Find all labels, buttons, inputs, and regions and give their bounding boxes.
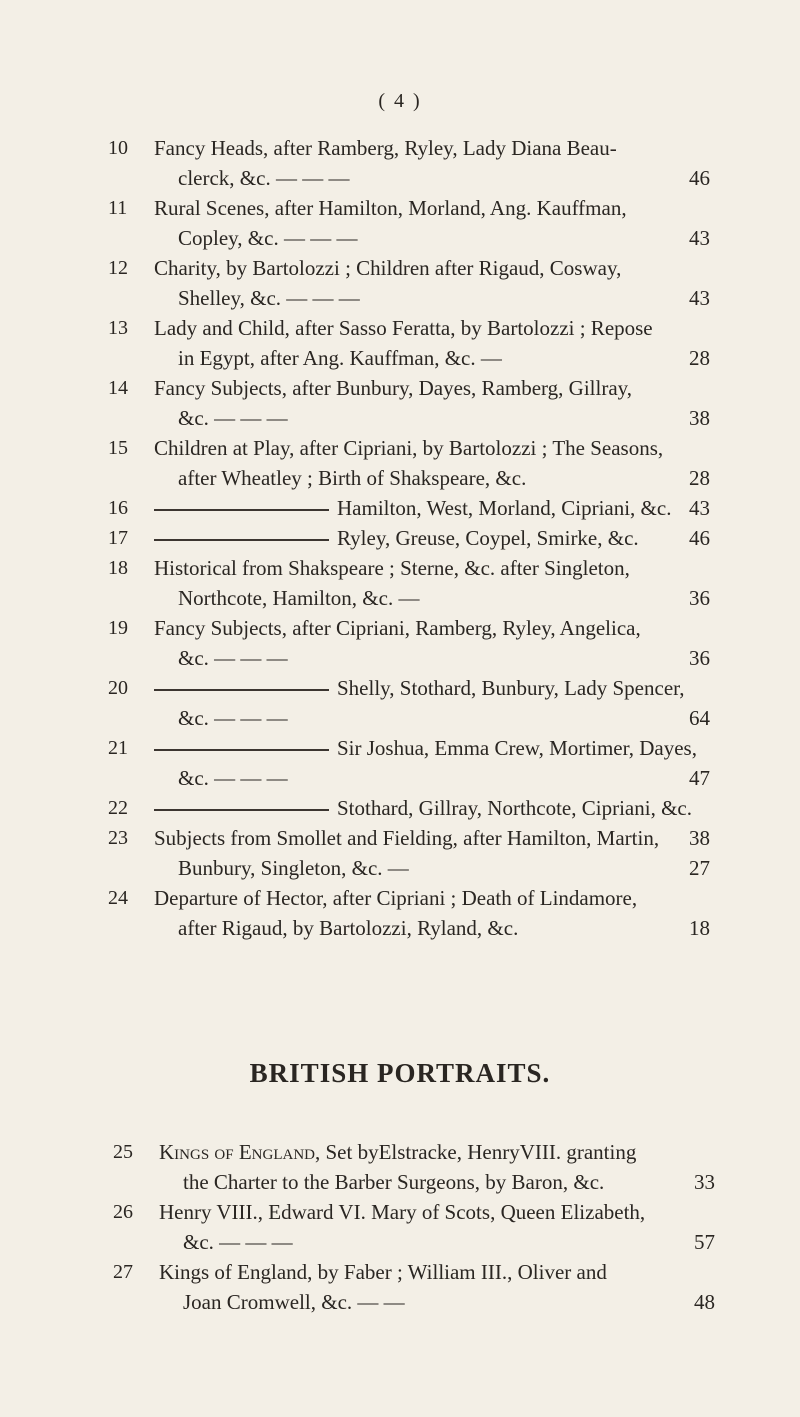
entry-line xyxy=(154,403,710,433)
entry-line xyxy=(154,733,710,763)
lot-number: 14 xyxy=(108,377,128,399)
price: 43 xyxy=(689,496,710,520)
lot-number: 23 xyxy=(108,827,128,849)
ditto-rule xyxy=(154,509,329,511)
entry-text: Historical from Shakspeare ; Sterne, &c. after Singleton, xyxy=(154,556,630,580)
entry-line xyxy=(154,283,710,313)
lot-number: 12 xyxy=(108,257,128,279)
ditto-rule xyxy=(154,539,329,541)
entry-line xyxy=(154,223,710,253)
entry-text: Hamilton, West, Morland, Cipriani, &c. xyxy=(337,496,672,520)
entry-line xyxy=(154,343,710,373)
catalogue-entry xyxy=(108,733,710,793)
lot-number: 20 xyxy=(108,677,128,699)
catalogue-entry xyxy=(108,553,710,613)
entry-line xyxy=(159,1167,715,1197)
catalogue-entry xyxy=(113,1257,715,1317)
portrait-entries xyxy=(113,1137,715,1317)
entry-lead: Kings of England, xyxy=(159,1140,321,1164)
entry-line xyxy=(154,643,710,673)
catalogue-entry xyxy=(113,1197,715,1257)
price: 18 xyxy=(689,916,710,940)
lot-number: 22 xyxy=(108,797,128,819)
entry-text: &c. — — — xyxy=(178,706,288,730)
entry-text: Ryley, Greuse, Coypel, Smirke, &c. xyxy=(337,526,639,550)
entry-line xyxy=(159,1257,715,1287)
entry-text: Charity, by Bartolozzi ; Children after Rigaud, Cosway, xyxy=(154,256,622,280)
lot-number: 25 xyxy=(113,1141,133,1163)
entry-text: &c. — — — xyxy=(178,646,288,670)
catalogue-entry xyxy=(108,523,710,553)
entry-text: &c. — — — xyxy=(178,406,288,430)
entry-line xyxy=(154,163,710,193)
price: 57 xyxy=(694,1230,715,1254)
entry-text: Fancy Subjects, after Cipriani, Ramberg, Ryley, Angelica, xyxy=(154,616,641,640)
price: 48 xyxy=(694,1290,715,1314)
entry-line xyxy=(154,463,710,493)
price: 43 xyxy=(689,286,710,310)
lot-number: 24 xyxy=(108,887,128,909)
price: 33 xyxy=(694,1170,715,1194)
entry-line xyxy=(154,913,710,943)
entry-line xyxy=(154,613,710,643)
price: 64 xyxy=(689,706,710,730)
entry-text: Henry VIII., Edward VI. Mary of Scots, Queen Elizabeth, xyxy=(159,1200,646,1224)
entry-line xyxy=(154,433,710,463)
entry-line xyxy=(154,133,710,163)
entry-text: Fancy Heads, after Ramberg, Ryley, Lady Diana Beau- xyxy=(154,136,617,160)
lot-number: 13 xyxy=(108,317,128,339)
catalogue-entry xyxy=(108,883,710,943)
price: 36 xyxy=(689,586,710,610)
entry-line xyxy=(159,1197,715,1227)
lot-number: 19 xyxy=(108,617,128,639)
entry-text: Children at Play, after Cipriani, by Bartolozzi ; The Seasons, xyxy=(154,436,664,460)
entry-line xyxy=(154,763,710,793)
lot-number: 21 xyxy=(108,737,128,759)
lot-number: 11 xyxy=(108,197,128,219)
entry-text: &c. — — — xyxy=(178,766,288,790)
entry-line xyxy=(154,523,710,553)
entry-text: in Egypt, after Ang. Kauffman, &c. — xyxy=(178,346,502,370)
price: 43 xyxy=(689,226,710,250)
entry-text: &c. — — — xyxy=(183,1230,293,1254)
entry-text: Stothard, Gillray, Northcote, Cipriani, &c. xyxy=(337,796,692,820)
entry-line xyxy=(154,193,710,223)
entry-text: Fancy Subjects, after Bunbury, Dayes, Ramberg, Gillray, xyxy=(154,376,633,400)
page-number: ( 4 ) xyxy=(378,90,422,112)
entry-line xyxy=(154,703,710,733)
entry-line xyxy=(154,313,710,343)
catalogue-entry xyxy=(108,673,710,733)
catalogue-entry xyxy=(108,253,710,313)
lot-number: 27 xyxy=(113,1261,133,1283)
ditto-rule xyxy=(154,689,329,691)
entry-text: Northcote, Hamilton, &c. — xyxy=(178,586,420,610)
catalogue-entry xyxy=(113,1137,715,1197)
lot-number: 15 xyxy=(108,437,128,459)
lot-number: 26 xyxy=(113,1201,133,1223)
entry-text: Lady and Child, after Sasso Feratta, by Bartolozzi ; Repose xyxy=(154,316,653,340)
lot-number: 10 xyxy=(108,137,128,159)
catalogue-entry xyxy=(108,613,710,673)
entry-text: Departure of Hector, after Cipriani ; Death of Lindamore, xyxy=(154,886,638,910)
catalogue-entry xyxy=(108,433,710,493)
entry-line xyxy=(154,253,710,283)
entry-line xyxy=(159,1287,715,1317)
entry-line xyxy=(154,823,710,853)
ditto-rule xyxy=(154,809,329,811)
catalogue-entry xyxy=(108,493,710,523)
entry-text: after Rigaud, by Bartolozzi, Ryland, &c. xyxy=(178,916,519,940)
section-heading: BRITISH PORTRAITS. xyxy=(249,1058,551,1088)
catalogue-entry xyxy=(108,193,710,253)
entry-text: Copley, &c. — — — xyxy=(178,226,358,250)
catalogue-entry xyxy=(108,133,710,193)
entry-line xyxy=(154,853,710,883)
entry-line xyxy=(154,493,710,523)
catalogue-entry xyxy=(108,373,710,433)
price: 36 xyxy=(689,646,710,670)
price: 38 xyxy=(689,826,710,850)
ditto-rule xyxy=(154,749,329,751)
price: 38 xyxy=(689,406,710,430)
price: 46 xyxy=(689,166,710,190)
entry-text: Joan Cromwell, &c. — — xyxy=(183,1290,405,1314)
entry-text: Shelley, &c. — — — xyxy=(178,286,360,310)
entry-line xyxy=(159,1227,715,1257)
entry-line xyxy=(154,673,710,703)
price: 28 xyxy=(689,346,710,370)
entry-text: after Wheatley ; Birth of Shakspeare, &c. xyxy=(178,466,527,490)
entry-line xyxy=(154,583,710,613)
price: 28 xyxy=(689,466,710,490)
lot-number: 18 xyxy=(108,557,128,579)
price: 46 xyxy=(689,526,710,550)
price: 47 xyxy=(689,766,710,790)
catalogue-entry xyxy=(108,313,710,373)
entry-line xyxy=(154,883,710,913)
entry-line xyxy=(154,373,710,403)
entry-text: Rural Scenes, after Hamilton, Morland, Ang. Kauffman, xyxy=(154,196,627,220)
entry-line xyxy=(154,553,710,583)
catalogue-entries xyxy=(108,133,710,943)
entry-text: Subjects from Smollet and Fielding, after Hamilton, Martin, xyxy=(154,826,660,850)
entry-text: Bunbury, Singleton, &c. — xyxy=(178,856,409,880)
entry-text: Shelly, Stothard, Bunbury, Lady Spencer, xyxy=(337,676,685,700)
entry-text: Sir Joshua, Emma Crew, Mortimer, Dayes, xyxy=(337,736,697,760)
catalogue-entry xyxy=(108,823,710,883)
lot-number: 17 xyxy=(108,527,128,549)
price: 27 xyxy=(689,856,710,880)
entry-text: clerck, &c. — — — xyxy=(178,166,350,190)
entry-line xyxy=(159,1137,715,1167)
entry-text: Set byElstracke, HenryVIII. granting xyxy=(320,1140,637,1164)
lot-number: 16 xyxy=(108,497,128,519)
entry-text: the Charter to the Barber Surgeons, by Baron, &c. xyxy=(183,1170,605,1194)
entry-text: Kings of England, by Faber ; William III., Oliver and xyxy=(159,1260,607,1284)
